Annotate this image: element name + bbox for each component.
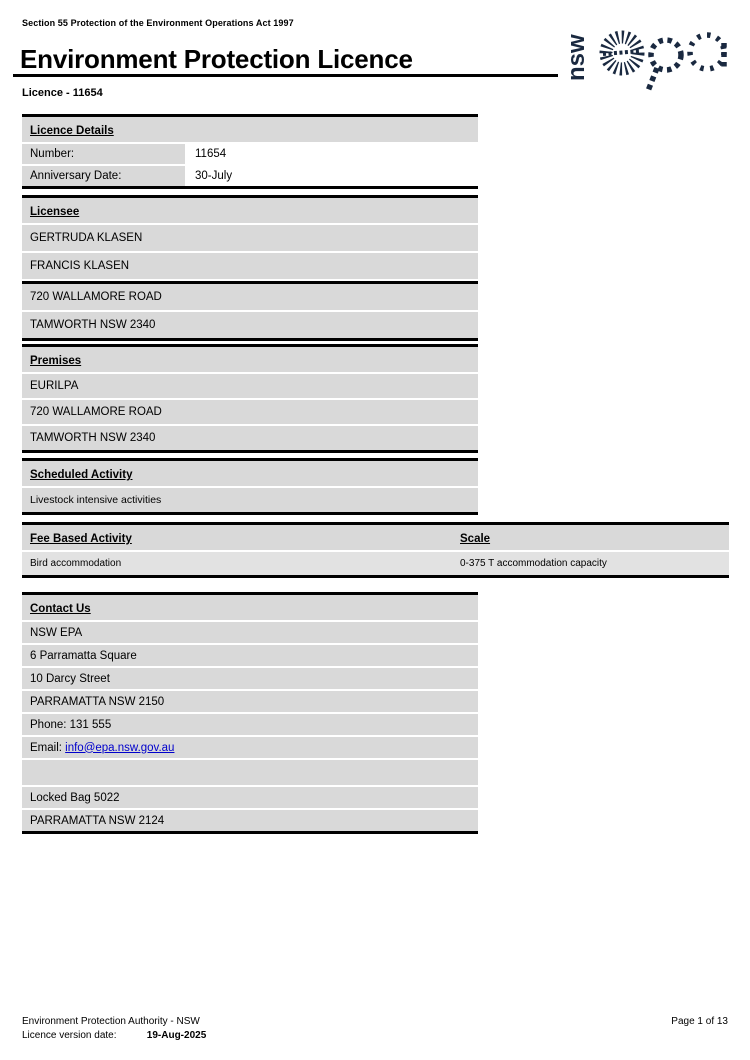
footer-page-indicator: Page 1 of 13 bbox=[671, 1016, 728, 1027]
contact-address-row: 10 Darcy Street bbox=[22, 668, 478, 691]
contact-phone-row: Phone: 131 555 bbox=[22, 714, 478, 737]
fee-activity-heading: Fee Based Activity bbox=[30, 533, 132, 545]
table-row bbox=[22, 144, 478, 166]
licensee-heading: Licensee bbox=[30, 206, 80, 218]
premises-table bbox=[22, 344, 478, 453]
licensee-table bbox=[22, 195, 478, 341]
licensee-header bbox=[22, 198, 478, 225]
contact-address-row: 6 Parramatta Square bbox=[22, 645, 478, 668]
nsw-epa-logo-graphic bbox=[562, 13, 732, 97]
act-reference-line: Section 55 Protection of the Environment Operations Act 1997 bbox=[22, 18, 294, 28]
licensee-name-row: FRANCIS KLASEN bbox=[22, 253, 478, 281]
licence-number-line: Licence - 11654 bbox=[22, 87, 103, 99]
premises-row: EURILPA bbox=[22, 374, 478, 400]
table-row bbox=[22, 166, 478, 186]
logo-nsw-text: nsw bbox=[563, 34, 590, 81]
title-rule bbox=[13, 74, 558, 77]
footer-authority-text: Environment Protection Authority - NSW bbox=[22, 1016, 200, 1027]
scheduled-activity-heading: Scheduled Activity bbox=[30, 469, 133, 481]
licence-number-value: 11654 bbox=[185, 144, 478, 164]
premises-row: 720 WALLAMORE ROAD bbox=[22, 400, 478, 426]
licensee-address-row: TAMWORTH NSW 2340 bbox=[22, 312, 478, 338]
fee-based-activity-header bbox=[22, 525, 729, 552]
fee-activity-value: Bird accommodation bbox=[30, 558, 122, 569]
contact-us-header bbox=[22, 595, 478, 622]
licence-details-heading: Licence Details bbox=[30, 125, 114, 137]
anniversary-date-value: 30-July bbox=[185, 166, 478, 186]
contact-postal-row: Locked Bag 5022 bbox=[22, 787, 478, 810]
nsw-epa-logo bbox=[562, 13, 732, 97]
licence-details-header bbox=[22, 117, 478, 144]
premises-heading: Premises bbox=[30, 355, 82, 367]
fee-activity-heading-cell bbox=[30, 529, 460, 547]
footer-version-date: 19-Aug-2025 bbox=[146, 1030, 207, 1041]
licensee-name-row: GERTRUDA KLASEN bbox=[22, 225, 478, 253]
contact-us-heading: Contact Us bbox=[30, 603, 91, 615]
scheduled-activity-table bbox=[22, 458, 478, 515]
licence-details-table bbox=[22, 114, 478, 189]
scheduled-activity-header bbox=[22, 461, 478, 488]
email-link[interactable]: info@epa.nsw.gov.au bbox=[65, 741, 175, 754]
footer-version-label: Licence version date: bbox=[22, 1030, 117, 1041]
licence-number-label: Number: bbox=[22, 144, 185, 164]
contact-address-row: PARRAMATTA NSW 2150 bbox=[22, 691, 478, 714]
fee-activity-row bbox=[22, 552, 729, 575]
contact-us-table bbox=[22, 592, 478, 834]
scale-heading: Scale bbox=[460, 533, 491, 545]
email-label: Email: bbox=[30, 741, 66, 754]
scheduled-activity-row: Livestock intensive activities bbox=[22, 488, 478, 512]
anniversary-date-label: Anniversary Date: bbox=[22, 166, 185, 186]
fee-based-activity-table bbox=[22, 522, 729, 578]
licensee-address-row: 720 WALLAMORE ROAD bbox=[22, 284, 478, 312]
contact-blank-row bbox=[22, 760, 478, 787]
scale-heading-cell bbox=[460, 529, 490, 547]
contact-email-row bbox=[22, 737, 478, 760]
contact-postal-row: PARRAMATTA NSW 2124 bbox=[22, 810, 478, 831]
premises-header bbox=[22, 347, 478, 374]
premises-row: TAMWORTH NSW 2340 bbox=[22, 426, 478, 450]
page-footer bbox=[22, 1016, 728, 1041]
fee-scale-value: 0-375 T accommodation capacity bbox=[460, 558, 607, 569]
contact-org-row: NSW EPA bbox=[22, 622, 478, 645]
page-title: Environment Protection Licence bbox=[20, 44, 413, 74]
